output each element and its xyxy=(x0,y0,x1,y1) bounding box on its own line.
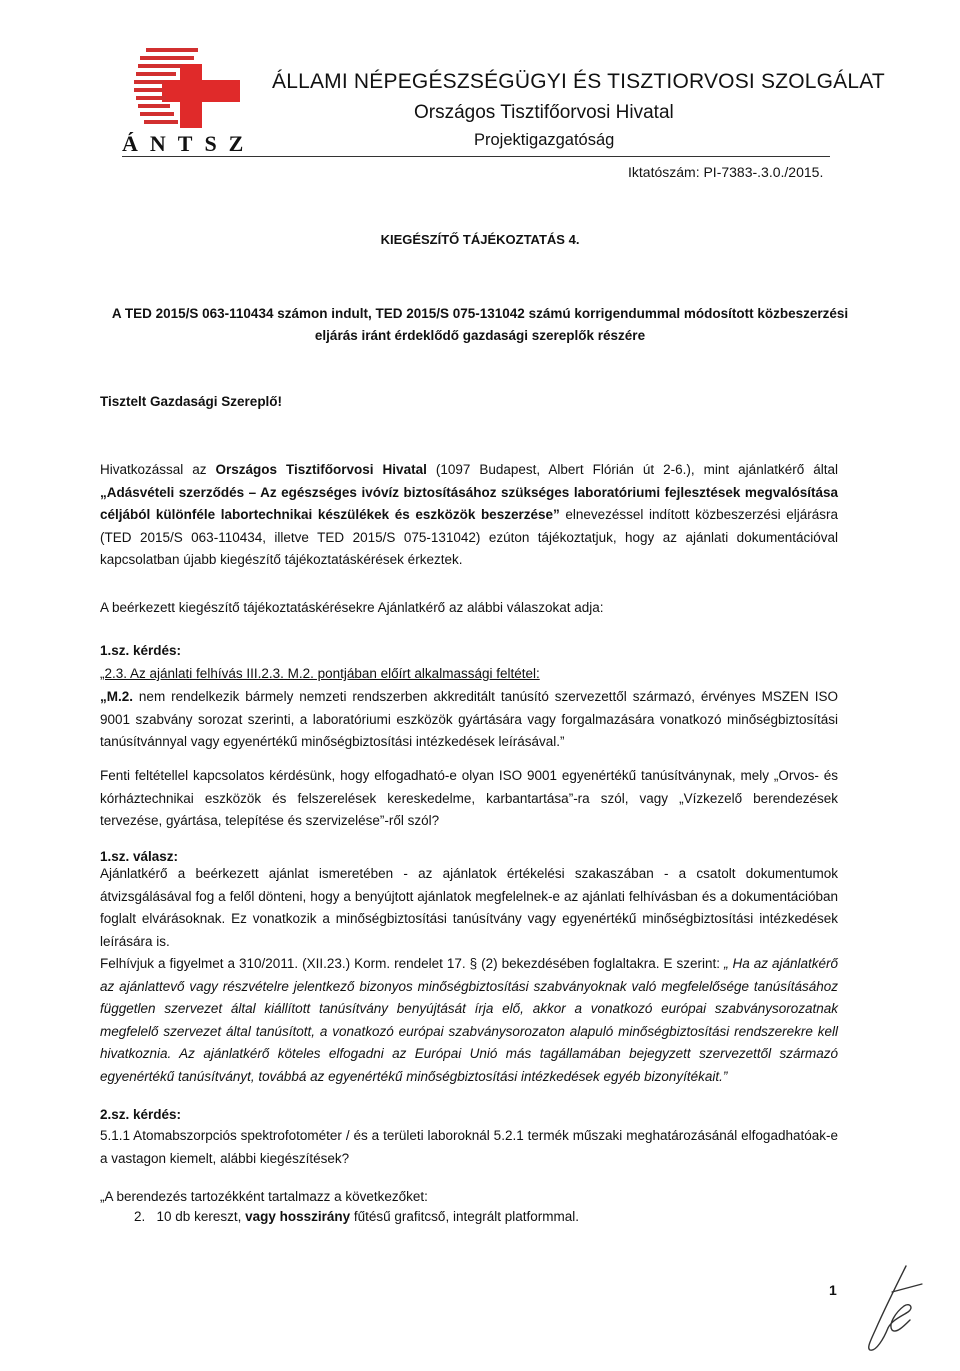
question-2-heading: 2.sz. kérdés: xyxy=(100,1107,182,1122)
document-title: KIEGÉSZÍTŐ TÁJÉKOZTATÁS 4. xyxy=(380,232,580,247)
answer-1-legal-quote: „ Ha az ajánlatkérő az ajánlattevő vagy részvételre jelentkező bizonyos minőségbiztosítási szabványoknak való megfelelősége tanúsításához független szervezet által kiállított tanúsítvány benyújtását írja elő, akkor a vonatkozó európai szabványsorozatnak megfelelő szervezet által tanúsított, a vonatkozó európai szabványsorozaton alapuló minőségbiztosítási rendszerekre kell hivatkoznia. Az ajánlatkérő köteles elfogadni az Európai Unió más tagállamában bejegyzett szervezettől származó egyenértékű tanúsítványt, továbbá az egyenértékű minőségbiztosítási intézkedések egyéb bizonyítékait.” xyxy=(100,956,839,1084)
signature-icon xyxy=(858,1262,928,1352)
intro-text: Hivatkozással az xyxy=(100,462,216,477)
lead-paragraph: A beérkezett kiegészítő tájékoztatáskérésekre Ajánlatkérő az alábbi válaszokat adja: xyxy=(100,600,604,615)
quote-text: nem rendelkezik bármely nemzeti rendszerben akkreditált tanúsító szervezettől származó, érvényes MSZEN ISO 9001 szabvány sorozat szerinti, a laboratóriumi eszközök gyártására vagy forgalmazására vonatkozó minőségbiztosítási tanúsítvánnyal vagy egyenértékű minőségbiztosítási intézkedések leírásával.” xyxy=(100,689,838,749)
intro-text: (1097 Budapest, Albert Flórián út 2-6.), mint ajánlatkérő által xyxy=(426,462,838,477)
answer-1-paragraph: Ajánlatkérő a beérkezett ajánlat ismeretében - az ajánlatok értékelési szakaszában - a csatolt dokumentumok átvizsgálásával fog a felől dönteni, hogy a benyújtott ajánlatok megfelelnek-e az ajánlati felhívásban és a dokumentációban foglalt elvárásoknak. Ez vonatkozik a minőségbiztosítási tanúsítvány vagy egyenértékű minőségbiztosítási intézkedések leírására is. xyxy=(100,866,838,949)
quote-label: „M.2. xyxy=(100,689,134,704)
intro-org: Országos Tisztifőorvosi Hivatal xyxy=(215,462,427,477)
question-2-list-item xyxy=(134,1206,834,1229)
logo-text: ÁNTSZ xyxy=(122,131,256,156)
list-item-text: 10 db kereszt, xyxy=(156,1209,246,1224)
header-divider xyxy=(122,156,830,157)
question-1-heading: 1.sz. kérdés: xyxy=(100,643,182,658)
intro-text: elnevezéssel indított közbeszerzési eljárásra (TED 2015/S 063-110434, illetve TED 2015/S 075-131042) ezúton tájékoztatjuk, hogy az ajánlati dokumentációval kapcsolatban újabb kiegészítő tájékoztatáskérések érkeztek. xyxy=(100,507,838,567)
org-subtitle: Országos Tisztifőorvosi Hivatal xyxy=(414,102,674,123)
question-1-reference: „2.3. Az ajánlati felhívás III.2.3. M.2. pontjában előírt alkalmassági feltétel: xyxy=(100,666,540,681)
greeting: Tisztelt Gazdasági Szereplő! xyxy=(100,394,283,409)
list-item-text: fűtésű grafitcső, integrált platformmal. xyxy=(350,1209,579,1224)
intro-paragraph xyxy=(100,459,838,572)
question-2-text: 5.1.1 Atomabszorpciós spektrofotométer / és a területi laboroknál 5.2.1 termék műszaki meghatározásánál elfogadhatóak-e a vastagon kiemelt, alábbi kiegészítések? xyxy=(100,1128,838,1166)
org-title: ÁLLAMI NÉPEGÉSZSÉGÜGYI ÉS TISZTIORVOSI SZOLGÁLAT xyxy=(272,70,885,93)
contract-title: „Adásvételi szerződés – Az egészséges ivóvíz biztosításához szükséges laboratóriumi fejlesztések megvalósítása céljából különféle labortechnikai készülékek és eszközök beszerzése” xyxy=(100,484,838,522)
list-item-highlight: vagy hosszirány xyxy=(245,1209,351,1224)
document-subject: A TED 2015/S 063-110434 számon indult, TED 2015/S 075-131042 számú korrigendummal módosított közbeszerzési eljárás iránt érdeklődő gazdasági szereplők részére xyxy=(111,306,849,343)
answer-1-heading: 1.sz. válasz: xyxy=(100,849,179,864)
question-1-text: Fenti feltétellel kapcsolatos kérdésünk, hogy elfogadható-e olyan ISO 9001 egyenértékű tanúsítványnak, mely „Orvos- és kórháztechnikai eszközök és felszerelések kereskedelme, karbantartása”-ra szól, vagy „Vízkezelő berendezések tervezése, gyártása, telepítése és szervizelése”-ről szól? xyxy=(100,768,838,828)
answer-1-text xyxy=(100,863,838,1088)
question-1-quote xyxy=(100,686,838,754)
answer-1-reference: Felhívjuk a figyelmet a 310/2011. (XII.23.) Korm. rendelet 17. § (2) bekezdésében foglaltakra. E szerint: xyxy=(100,956,724,971)
page-number: 1 xyxy=(829,1282,837,1298)
list-item-number: 2. xyxy=(134,1209,146,1224)
question-2-quote: „A berendezés tartozékként tartalmazz a következőket: xyxy=(100,1189,428,1204)
org-department: Projektigazgatóság xyxy=(474,131,615,149)
registration-number: Iktatószám: PI-7383-.3.0./2015. xyxy=(628,164,824,180)
